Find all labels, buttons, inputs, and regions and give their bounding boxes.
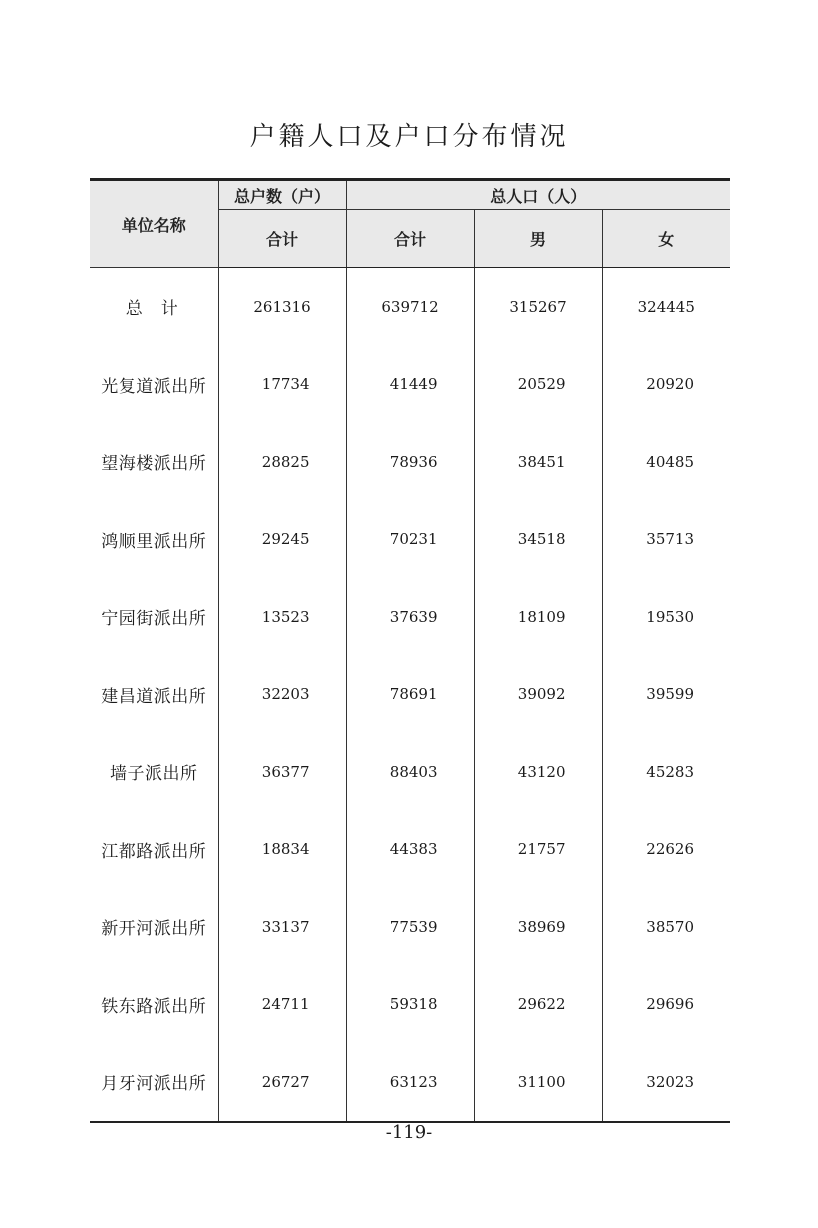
table-row	[90, 346, 730, 424]
female-cell: 22626	[646, 840, 694, 859]
households-cell: 24711	[218, 966, 346, 1044]
page-title: 户籍人口及户口分布情况	[249, 122, 569, 152]
page-number: -119-	[385, 1122, 433, 1143]
households-cell: 13523	[218, 578, 346, 656]
male-cell: 315267	[474, 268, 602, 346]
table-row	[90, 811, 730, 889]
population-table-container	[90, 178, 730, 1123]
female-cell: 40485	[646, 452, 694, 471]
header-male: 男	[474, 210, 602, 268]
female-cell: 324445	[637, 297, 695, 316]
table-row	[90, 656, 730, 734]
header-population-group: 总人口（人）	[346, 180, 730, 210]
male-cell: 31100	[474, 1043, 602, 1122]
female-cell: 29696	[646, 995, 694, 1014]
row-name: 月牙河派出所	[90, 1043, 218, 1122]
male-cell: 21757	[474, 811, 602, 889]
female-cell: 38570	[646, 917, 694, 936]
row-name: 光复道派出所	[90, 346, 218, 424]
population-cell: 78936	[346, 423, 474, 501]
male-cell: 29622	[474, 966, 602, 1044]
table-row	[90, 1043, 730, 1122]
row-name: 宁园街派出所	[90, 578, 218, 656]
population-cell: 70231	[346, 501, 474, 579]
table-header	[90, 180, 730, 268]
households-cell: 32203	[218, 656, 346, 734]
female-cell: 32023	[602, 1043, 730, 1122]
population-cell: 639712	[346, 268, 474, 346]
header-households-group: 总户数（户）	[218, 180, 346, 210]
table-row	[90, 423, 730, 501]
table-row	[90, 578, 730, 656]
table-row	[90, 888, 730, 966]
row-name: 总计	[90, 268, 218, 346]
households-cell: 36377	[218, 733, 346, 811]
row-name: 鸿顺里派出所	[90, 501, 218, 579]
male-cell: 43120	[474, 733, 602, 811]
population-cell: 44383	[346, 811, 474, 889]
row-name: 江都路派出所	[90, 811, 218, 889]
row-name: 新开河派出所	[90, 888, 218, 966]
population-cell: 77539	[346, 888, 474, 966]
table-row	[90, 501, 730, 579]
female-cell: 35713	[646, 530, 694, 549]
population-cell: 88403	[346, 733, 474, 811]
header-female: 女	[602, 210, 730, 268]
male-cell: 34518	[474, 501, 602, 579]
households-cell: 17734	[218, 346, 346, 424]
population-cell: 41449	[346, 346, 474, 424]
male-cell: 38969	[474, 888, 602, 966]
population-cell: 63123	[346, 1043, 474, 1122]
header-unit-name: 单位名称	[90, 180, 218, 268]
households-cell: 33137	[218, 888, 346, 966]
households-cell: 29245	[218, 501, 346, 579]
male-cell: 38451	[474, 423, 602, 501]
male-cell: 20529	[474, 346, 602, 424]
male-cell: 39092	[474, 656, 602, 734]
population-cell: 59318	[346, 966, 474, 1044]
female-cell: 20920	[646, 375, 694, 394]
female-cell: 39599	[646, 685, 694, 704]
row-name: 望海楼派出所	[90, 423, 218, 501]
table-body	[90, 268, 730, 1122]
households-cell: 28825	[218, 423, 346, 501]
row-name: 建昌道派出所	[90, 656, 218, 734]
total-row	[90, 268, 730, 346]
header-households-total: 合计	[218, 210, 346, 268]
header-population-total: 合计	[346, 210, 474, 268]
row-name: 铁东路派出所	[90, 966, 218, 1044]
population-cell: 37639	[346, 578, 474, 656]
female-cell: 19530	[646, 607, 694, 626]
households-cell: 18834	[218, 811, 346, 889]
households-cell: 26727	[218, 1043, 346, 1122]
table-row	[90, 733, 730, 811]
population-table	[90, 178, 730, 1123]
households-cell: 261316	[218, 268, 346, 346]
population-cell: 78691	[346, 656, 474, 734]
male-cell: 18109	[474, 578, 602, 656]
row-name: 墙子派出所	[90, 733, 218, 811]
female-cell: 45283	[646, 762, 694, 781]
table-row	[90, 966, 730, 1044]
